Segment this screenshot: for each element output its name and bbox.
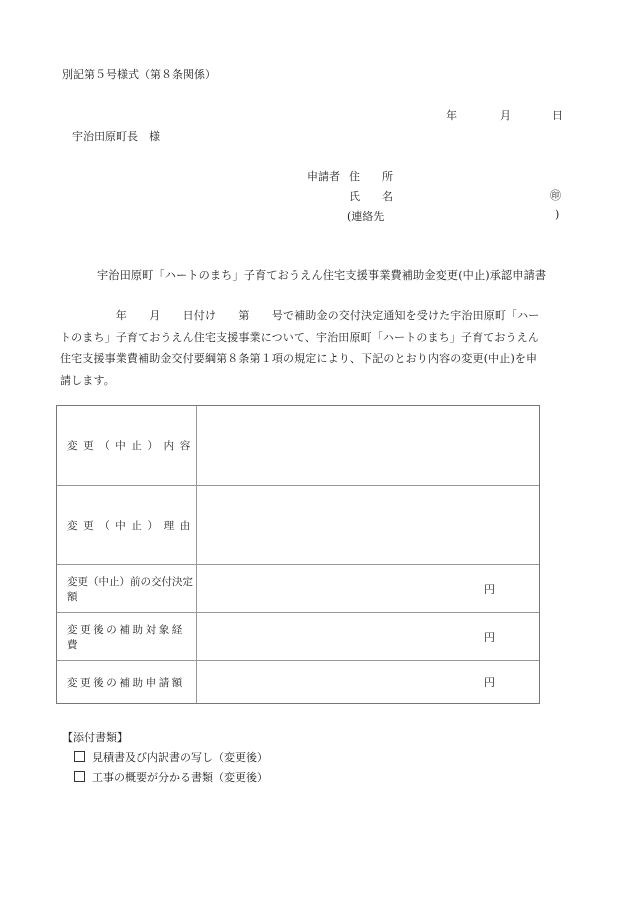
contact-label: (連絡先 xyxy=(347,210,385,223)
attachment-label: 工事の概要が分かる書類（変更後） xyxy=(92,771,268,784)
yen-unit: 円 xyxy=(484,630,495,644)
body-line: 請します。 xyxy=(60,373,115,387)
addressee: 宇治田原町長 様 xyxy=(72,130,160,143)
attachment-item xyxy=(74,769,268,785)
yen-unit: 円 xyxy=(484,582,495,596)
row-label: 変更（中止）理由 xyxy=(57,486,197,564)
body-line: トのまち」子育ておうえん住宅支援事業について、宇治田原町「ハートのまち」子育ておうえん xyxy=(60,330,540,344)
content-field[interactable] xyxy=(197,406,539,485)
attachments-title: 【添付書類】 xyxy=(62,731,128,744)
applicant-label: 申請者 xyxy=(307,170,340,183)
eligible-cost-field[interactable] xyxy=(197,613,539,660)
row-label: 変更後の補助申請額 xyxy=(57,661,197,703)
applicant-block xyxy=(307,168,567,228)
table-row-reason xyxy=(57,486,539,565)
change-table xyxy=(56,405,540,704)
yen-unit: 円 xyxy=(484,676,495,689)
table-row-request-amount xyxy=(57,661,539,703)
attachment-label: 見積書及び内訳書の写し（変更後） xyxy=(92,751,268,764)
row-label: 変更後の補助対象経費 xyxy=(57,613,197,660)
address-label: 住 所 xyxy=(349,170,393,183)
row-label: 変更（中止）内容 xyxy=(57,406,197,485)
table-row-content xyxy=(57,406,539,486)
row-label: 変更（中止）前の交付決定額 xyxy=(57,565,197,612)
body-paragraph xyxy=(60,305,564,391)
seal-mark: ㊞ xyxy=(550,189,561,202)
document-title: 宇治田原町「ハートのまち」子育ておうえん住宅支援事業費補助金変更(中止)承認申請書 xyxy=(97,269,547,282)
name-label: 氏 名 xyxy=(349,190,393,203)
date-month: 月 xyxy=(500,109,511,122)
date-line xyxy=(440,107,564,121)
checkbox[interactable] xyxy=(74,751,85,762)
table-row-eligible-cost xyxy=(57,613,539,661)
request-amount-field[interactable] xyxy=(197,661,539,703)
prior-amount-field[interactable] xyxy=(197,565,539,612)
contact-close: ) xyxy=(555,208,560,221)
date-day: 日 xyxy=(552,109,563,122)
attachment-item xyxy=(74,749,268,765)
form-number: 別記第５号様式（第８条関係） xyxy=(62,68,216,81)
table-row-prior-amount xyxy=(57,565,539,613)
body-line: 住宅支援事業費補助金交付要綱第８条第１項の規定により、下記のとおり内容の変更(中止)を申 xyxy=(60,352,538,365)
checkbox[interactable] xyxy=(74,771,85,782)
reason-field[interactable] xyxy=(197,486,539,564)
body-line: 年 月 日付け 第 号で補助金の交付決定通知を受けた宇治田原町「ハー xyxy=(60,309,540,322)
date-year: 年 xyxy=(446,109,457,122)
